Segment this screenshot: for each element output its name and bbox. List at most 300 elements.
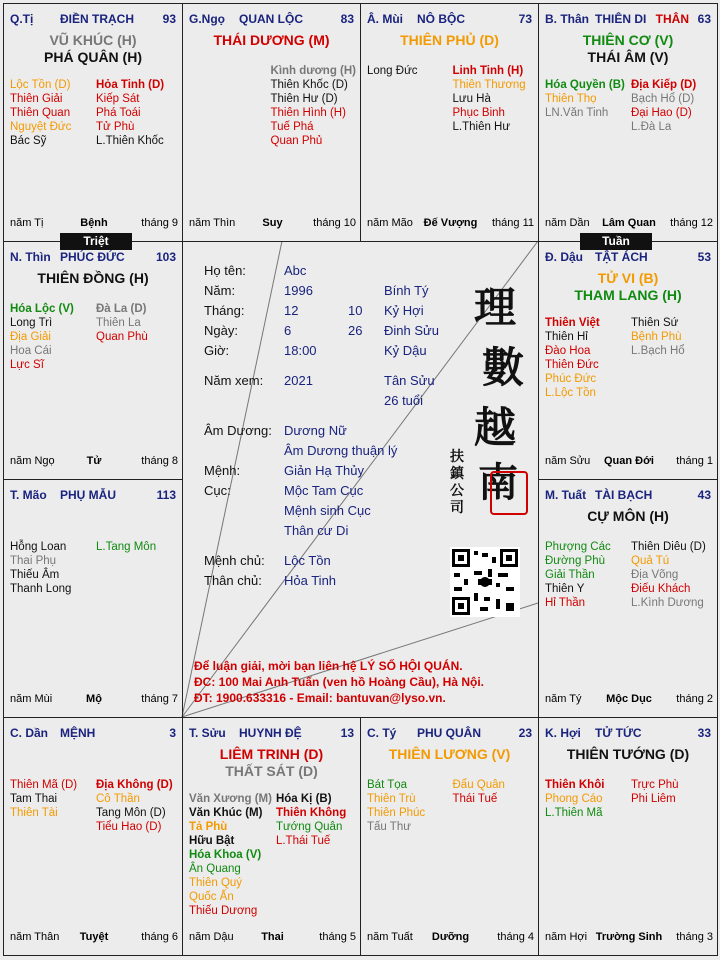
minor-star: Kình dương (H)	[270, 65, 356, 77]
minor-star: Hỏa Tinh (D)	[96, 79, 165, 91]
palace-number: 3	[169, 726, 176, 740]
minor-star: Văn Khúc (M)	[189, 807, 263, 819]
minor-star: Thiên La	[96, 317, 141, 329]
palace-name: PHÚC ĐỨC	[60, 250, 125, 264]
contact-line-3[interactable]: ĐT: 1900.633316 - Email: bantuvan@lyso.vn.	[194, 691, 446, 705]
minor-star: Thiên Khôi	[545, 779, 605, 791]
minor-star: Linh Tinh (H)	[452, 65, 524, 77]
palace-mui[interactable]	[360, 3, 539, 242]
minor-star: Thái Tuế	[452, 793, 498, 805]
main-star: THÁI DƯƠNG (M)	[213, 32, 330, 48]
minor-star: Thai Phụ	[10, 555, 57, 567]
palace-name: QUAN LỘC	[239, 12, 303, 26]
minor-star: Thiếu Âm	[10, 569, 60, 581]
minor-stars-right	[631, 540, 713, 610]
palace-than[interactable]	[538, 3, 718, 242]
hour-label: Giờ:	[204, 343, 230, 358]
palace-number: 73	[518, 12, 532, 26]
minor-star: Hóa Kị (B)	[275, 793, 332, 805]
palace-name: MỆNH	[60, 726, 96, 740]
stage-label: Quan Đới	[604, 455, 654, 467]
minor-star: Hóa Quyền (B)	[545, 79, 625, 91]
main-star: LIÊM TRINH (D)	[219, 746, 324, 762]
minor-star: Nguyệt Đức	[10, 121, 72, 133]
main-star: THIÊN TƯỚNG (D)	[566, 746, 690, 762]
minor-star: Đường Phù	[545, 555, 605, 567]
minor-star: Giải Thần	[545, 569, 595, 581]
month-label: Tháng:	[204, 303, 245, 318]
small-calligraphy: 扶鎮公司	[450, 449, 464, 516]
year-label: Năm:	[204, 283, 236, 298]
main-star: THIÊN ĐỒNG (H)	[37, 270, 149, 286]
age-value: 26 tuổi	[384, 393, 424, 408]
minor-star: Trực Phù	[631, 779, 679, 791]
stage-label: Lâm Quan	[602, 217, 656, 229]
minor-star: Bát Tọa	[367, 779, 408, 791]
palace-footer	[545, 693, 713, 707]
minor-stars	[189, 64, 356, 148]
minor-stars	[10, 540, 178, 596]
menh-label: Mệnh:	[204, 463, 241, 478]
day-label: Ngày:	[204, 323, 238, 338]
minor-stars-right	[631, 316, 713, 400]
palace-dau[interactable]	[538, 241, 718, 480]
minor-star: Thiên Giải	[10, 93, 63, 105]
palace-header	[367, 726, 534, 742]
palace-name: TỬ TỨC	[595, 726, 642, 740]
year-can-chi: Bính Tý	[384, 283, 429, 298]
view-year-label: Năm xem:	[204, 373, 264, 388]
palace-tuat[interactable]	[538, 479, 718, 718]
stage-label: Suy	[262, 217, 283, 229]
menh-chu-value: Lộc Tồn	[284, 553, 331, 568]
stage-label: Dưỡng	[431, 931, 470, 943]
palace-footer	[10, 217, 178, 231]
month-label: tháng 6	[141, 931, 178, 943]
branch-label: B. Thân	[545, 12, 589, 26]
minor-star: Thiên Tài	[10, 807, 58, 819]
minor-star: Thiên Đức	[545, 359, 599, 371]
palace-header	[545, 726, 713, 742]
minor-stars-left	[10, 778, 92, 834]
minor-star: Thiên Khốc (D)	[270, 79, 348, 91]
minor-star: Cô Thần	[96, 793, 140, 805]
year-label: năm Mão	[367, 217, 413, 229]
palace-header	[10, 250, 178, 266]
month-label: tháng 8	[141, 455, 178, 467]
palace-footer	[545, 217, 713, 231]
minor-stars-left	[367, 778, 449, 834]
minor-star: Thiên Hỉ	[545, 331, 588, 343]
name-value: Abc	[284, 263, 307, 278]
palace-suu[interactable]	[182, 717, 361, 956]
palace-number: 23	[518, 726, 532, 740]
menh-value: Giản Hạ Thủy	[284, 463, 364, 478]
month-label: tháng 1	[676, 455, 713, 467]
menh-chu-label: Mệnh chủ:	[204, 553, 265, 568]
main-star: THAM LANG (H)	[574, 287, 682, 303]
than-cu: Thân cư Di	[284, 523, 349, 538]
minor-stars-left	[189, 792, 272, 918]
qr-code[interactable]	[450, 547, 520, 617]
minor-stars-left	[545, 316, 627, 400]
cuc-value: Mộc Tam Cục	[284, 483, 364, 498]
palace-hoi[interactable]	[538, 717, 718, 956]
stage-label: Trường Sinh	[595, 931, 663, 943]
year-value: 1996	[284, 283, 313, 298]
minor-stars-left	[189, 64, 267, 148]
main-star: VŨ KHÚC (H)	[49, 32, 137, 48]
minor-stars-right	[631, 778, 713, 820]
minor-star: Thiên Thọ	[545, 93, 597, 105]
year-label: năm Tị	[10, 217, 44, 229]
year-label: năm Hợi	[545, 931, 588, 943]
main-star: THIÊN PHỦ (D)	[400, 32, 499, 48]
stage-label: Thai	[261, 931, 284, 943]
minor-stars-left	[10, 302, 92, 372]
minor-star: LN.Văn Tinh	[545, 107, 609, 119]
palace-number: 63	[697, 12, 711, 26]
month-solar: 10	[348, 303, 363, 318]
minor-star: Tử Phù	[96, 121, 135, 133]
palace-name: THIÊN DI	[595, 12, 647, 26]
year-label: năm Thìn	[189, 217, 236, 229]
day-lunar: 6	[284, 323, 292, 338]
minor-stars-right	[96, 302, 178, 372]
main-star: THIÊN CƠ (V)	[582, 32, 674, 48]
minor-star: Phá Toái	[96, 107, 141, 119]
minor-stars-right	[453, 64, 535, 134]
palace-footer	[10, 931, 178, 945]
minor-stars	[367, 64, 534, 134]
palace-footer	[189, 217, 356, 231]
minor-star: Thiên Thương	[452, 79, 526, 91]
year-label: năm Mùi	[10, 693, 53, 705]
stage-label: Đế Vượng	[423, 217, 478, 229]
minor-star: Long Trì	[10, 317, 53, 329]
palace-number: 43	[697, 488, 711, 502]
palace-header	[10, 12, 178, 28]
palace-header	[545, 250, 713, 266]
am-duong-note: Âm Dương thuận lý	[284, 443, 398, 458]
minor-stars	[545, 540, 713, 610]
minor-star: Kiếp Sát	[96, 93, 140, 105]
palace-footer	[189, 931, 356, 945]
main-stars	[183, 32, 360, 49]
minor-star: Đại Hao (D)	[631, 107, 692, 119]
year-label: năm Ngọ	[10, 455, 55, 467]
stage-label: Tử	[86, 455, 102, 467]
minor-star: Thiên Trù	[367, 793, 416, 805]
main-star: CỰ MÔN (H)	[587, 508, 669, 524]
palace-number: 83	[340, 12, 354, 26]
main-stars	[539, 508, 717, 525]
minor-star: Tam Thai	[10, 793, 58, 805]
palace-footer	[367, 217, 534, 231]
view-year-value: 2021	[284, 373, 313, 388]
qr-pattern	[450, 547, 520, 617]
minor-star: Điếu Khách	[631, 583, 691, 595]
month-label: tháng 11	[491, 217, 534, 229]
minor-star: L.Lộc Tồn	[545, 387, 596, 399]
stage-label: Bệnh	[80, 217, 108, 229]
minor-star: Quan Phù	[96, 331, 148, 343]
month-label: tháng 4	[497, 931, 534, 943]
minor-stars	[189, 792, 356, 918]
minor-star: Phong Cáo	[545, 793, 603, 805]
day-can-chi: Đinh Sửu	[384, 323, 439, 338]
minor-stars-left	[545, 540, 627, 610]
palace-name: HUYNH ĐỆ	[239, 726, 302, 740]
month-label: tháng 10	[313, 217, 356, 229]
minor-star: Thanh Long	[10, 583, 72, 595]
minor-stars-right	[276, 792, 356, 918]
minor-star: Phượng Các	[545, 541, 611, 553]
minor-stars-right	[271, 64, 356, 148]
minor-star: L.Thiên Hư	[452, 121, 511, 133]
minor-star: Lộc Tồn (D)	[10, 79, 71, 91]
branch-label: C. Dần	[10, 726, 49, 740]
minor-star: Bác Sỹ	[10, 135, 47, 147]
than-marker: THÂN	[655, 12, 689, 26]
minor-star: Hỗng Loan	[10, 541, 67, 553]
minor-star: Đẩu Quân	[452, 779, 505, 791]
minor-star: Thiếu Dương	[189, 905, 258, 917]
palace-header	[367, 12, 534, 28]
red-seal	[490, 471, 528, 515]
year-label: năm Dần	[545, 217, 590, 229]
palace-number: 53	[697, 250, 711, 264]
minor-star: Lưu Hà	[452, 93, 491, 105]
minor-star: Địa Không (D)	[96, 779, 173, 791]
main-stars	[361, 746, 538, 763]
palace-name: PHU QUÂN	[417, 726, 482, 740]
minor-star: Thiên Hình (H)	[270, 107, 346, 119]
minor-star: L.Thái Tuế	[275, 835, 331, 847]
main-star: TỬ VI (B)	[597, 270, 659, 286]
minor-stars-right	[96, 778, 178, 834]
main-star: THIÊN LƯƠNG (V)	[388, 746, 511, 762]
main-stars	[539, 270, 717, 304]
palace-name: NÔ BỘC	[417, 12, 465, 26]
minor-stars-right	[631, 78, 713, 134]
palace-ngo[interactable]	[182, 3, 361, 242]
year-label: năm Sửu	[545, 455, 591, 467]
palace-header	[10, 488, 178, 504]
main-stars	[539, 746, 717, 763]
minor-stars	[545, 78, 713, 134]
palace-footer	[545, 931, 713, 945]
branch-label: N. Thìn	[10, 250, 51, 264]
main-stars	[361, 32, 538, 49]
minor-star: Văn Xương (M)	[189, 793, 272, 805]
minor-star: Địa Võng	[631, 569, 679, 581]
minor-star: Quan Phủ	[270, 135, 323, 147]
minor-star: Hóa Lộc (V)	[10, 303, 74, 315]
year-label: năm Tuất	[367, 931, 413, 943]
minor-star: Thiên Việt	[545, 317, 600, 329]
minor-star: L.Bạch Hổ	[631, 345, 685, 357]
stage-label: Mộ	[86, 693, 102, 705]
minor-star: Hóa Khoa (V)	[189, 849, 262, 861]
minor-star: Lực Sĩ	[10, 359, 44, 371]
branch-label: C. Tý	[367, 726, 397, 740]
stage-label: Mộc Dục	[606, 693, 652, 705]
palace-name: ĐIỀN TRẠCH	[60, 12, 134, 26]
month-label: tháng 12	[670, 217, 713, 229]
minor-star: Tấu Thư	[367, 821, 411, 833]
palace-mao[interactable]	[3, 479, 183, 718]
minor-star: Địa Kiếp (D)	[631, 79, 697, 91]
palace-footer	[10, 693, 178, 707]
minor-stars	[367, 778, 534, 834]
minor-star: Ân Quang	[189, 863, 241, 875]
minor-star: Thiên Quý	[189, 877, 243, 889]
minor-star: Hữu Bật	[189, 835, 235, 847]
center-info-panel	[182, 241, 538, 717]
minor-star: Tướng Quân	[275, 821, 343, 833]
palace-ty[interactable]	[360, 717, 539, 956]
minor-star: Địa Giải	[10, 331, 51, 343]
am-duong-label: Âm Dương:	[204, 423, 272, 438]
minor-stars-right	[453, 778, 535, 834]
minor-star: Thiên Y	[545, 583, 585, 595]
month-label: tháng 3	[676, 931, 713, 943]
branch-label: G.Ngọ	[189, 12, 225, 26]
minor-star: Thiên Không	[275, 807, 347, 819]
branch-label: Â. Mùi	[367, 12, 403, 26]
tuan-label: Tuần	[580, 233, 652, 250]
minor-stars	[10, 778, 178, 834]
minor-star: Phúc Đức	[545, 373, 597, 385]
palace-header	[10, 726, 178, 742]
minor-star: Quốc Ấn	[189, 891, 234, 903]
palace-header	[545, 488, 713, 504]
than-chu-value: Hỏa Tinh	[284, 573, 337, 588]
palace-footer	[545, 455, 713, 469]
palace-number: 93	[162, 12, 176, 26]
minor-star: Thiên Hư (D)	[270, 93, 338, 105]
minor-stars	[545, 778, 713, 820]
minor-star: Tiểu Hao (D)	[96, 821, 162, 833]
calligraphy-char-2: 數	[482, 343, 525, 392]
calligraphy-char-4: 南	[478, 459, 518, 506]
branch-label: K. Hợi	[545, 726, 581, 740]
minor-stars	[10, 78, 178, 148]
minor-star: Thiên Sứ	[631, 317, 679, 329]
minor-stars-right	[96, 78, 178, 148]
main-stars	[4, 270, 182, 287]
main-stars	[4, 32, 182, 66]
minor-star: Bệnh Phù	[631, 331, 682, 343]
palace-name: TÀI BẠCH	[595, 488, 653, 502]
minor-star: L.Thiên Khốc	[96, 135, 164, 147]
view-year-can-chi: Tân Sửu	[384, 373, 435, 388]
minor-star: Quả Tú	[631, 555, 670, 567]
day-solar: 26	[348, 323, 363, 338]
month-label: tháng 9	[141, 217, 178, 229]
triet-label: Triệt	[60, 233, 132, 250]
palace-name: PHỤ MẪU	[60, 488, 116, 502]
main-stars	[183, 746, 360, 780]
branch-label: Đ. Dậu	[545, 250, 584, 264]
contact-line-2: ĐC: 100 Mai Anh Tuấn (ven hồ Hoàng Cầu), Hà Nội.	[194, 675, 485, 689]
palace-header	[189, 726, 356, 742]
minor-star: Đà La (D)	[96, 303, 147, 315]
minor-stars-left	[545, 78, 627, 134]
year-label: năm Thân	[10, 931, 60, 943]
minor-stars	[545, 316, 713, 400]
minor-star: Phi Liêm	[631, 793, 676, 805]
month-label: tháng 2	[676, 693, 713, 705]
palace-thin[interactable]	[3, 241, 183, 480]
branch-label: Q.Tị	[10, 12, 34, 26]
minor-star: L.Tang Môn	[96, 541, 157, 553]
palace-number: 33	[697, 726, 711, 740]
minor-star: L.Kình Dương	[631, 597, 704, 609]
minor-star: L.Thiên Mã	[545, 807, 603, 819]
year-label: năm Tý	[545, 693, 582, 705]
minor-star: Thiên Mã (D)	[10, 779, 78, 791]
main-star: PHÁ QUÂN (H)	[44, 49, 142, 65]
minor-star: Thiên Diêu (D)	[631, 541, 706, 553]
palace-name: TẬT ÁCH	[595, 250, 648, 264]
minor-star: Bạch Hổ (D)	[631, 93, 695, 105]
month-label: tháng 7	[141, 693, 178, 705]
hour-can-chi: Kỷ Dậu	[384, 343, 427, 358]
contact-line-1: Để luận giải, mời bạn liên hệ LÝ SỐ HỘI QUÁN.	[194, 659, 463, 673]
main-star: THẤT SÁT (D)	[225, 763, 318, 779]
minor-star: Phục Binh	[452, 107, 505, 119]
minor-star: Hỉ Thần	[545, 597, 586, 609]
month-lunar: 12	[284, 303, 299, 318]
branch-label: T. Mão	[10, 488, 47, 502]
palace-header	[545, 12, 713, 28]
minor-stars-left	[10, 540, 92, 596]
minor-star: Tả Phù	[189, 821, 228, 833]
month-label: tháng 5	[319, 931, 356, 943]
hour-value: 18:00	[284, 343, 317, 358]
palace-footer	[10, 455, 178, 469]
minor-star: Tuế Phá	[270, 121, 314, 133]
minor-stars-left	[10, 78, 92, 148]
palace-footer	[367, 931, 534, 945]
palace-ti[interactable]	[3, 3, 183, 242]
main-star: THÁI ÂM (V)	[587, 49, 669, 65]
am-duong-value: Dương Nữ	[284, 423, 347, 438]
name-label: Họ tên:	[204, 263, 246, 278]
stage-label: Tuyệt	[79, 931, 109, 943]
calligraphy-char-1: 理	[474, 283, 517, 332]
minor-stars-left	[367, 64, 449, 134]
minor-stars-right	[96, 540, 178, 596]
palace-number: 13	[340, 726, 354, 740]
cuc-relation: Mệnh sinh Cục	[284, 503, 371, 518]
branch-label: M. Tuất	[545, 488, 587, 502]
palace-number: 113	[156, 488, 176, 502]
minor-star: Đào Hoa	[545, 345, 591, 357]
palace-number: 103	[155, 250, 176, 264]
palace-dan[interactable]	[3, 717, 183, 956]
minor-star: Thiên Phúc	[367, 807, 426, 819]
minor-stars	[10, 302, 178, 372]
palace-header	[189, 12, 356, 28]
cuc-label: Cục:	[204, 483, 231, 498]
month-can-chi: Kỷ Hợi	[384, 303, 424, 318]
minor-star: L.Đà La	[631, 121, 672, 133]
calligraphy-char-3: 越	[474, 403, 517, 452]
minor-star: Tang Môn (D)	[96, 807, 166, 819]
